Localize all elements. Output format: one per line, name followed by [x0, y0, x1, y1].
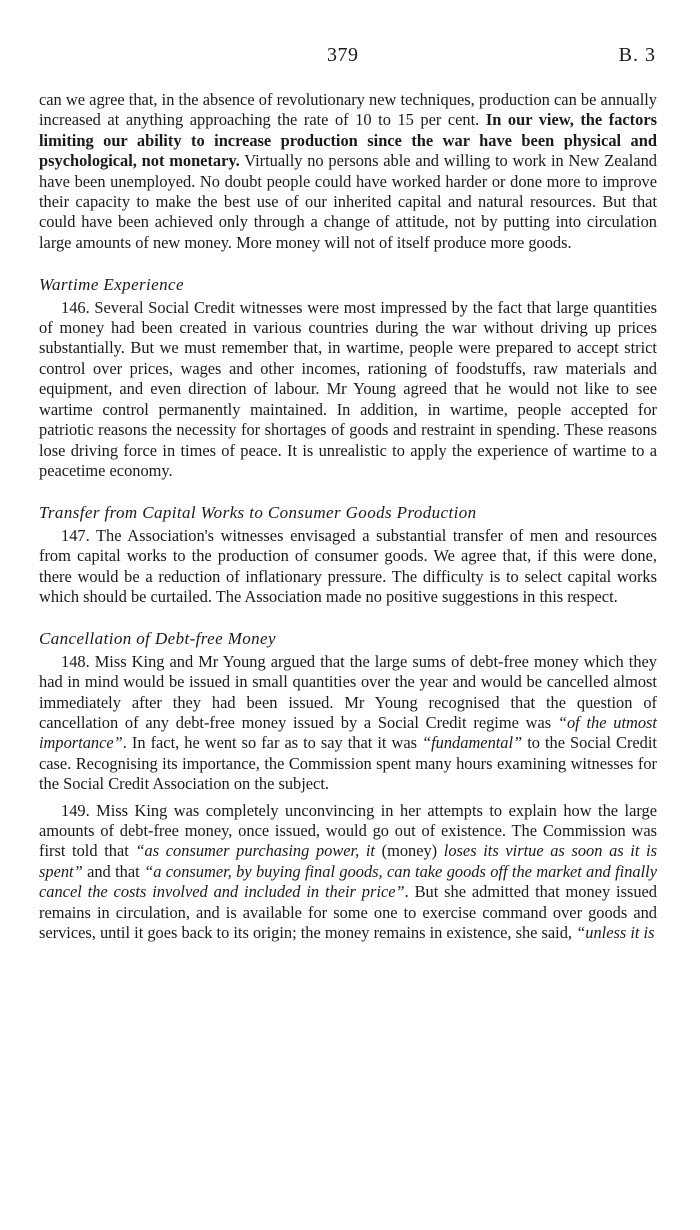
p149-text-c: . But she admitted that money issued remains in circulation, and is available for some one to exercise command over goods and services, until it goes back to its origin; the money remains in existence, she said, — [39, 882, 657, 943]
p148-quote-utmost: “of the utmost importance” — [39, 712, 657, 753]
p149-plain-money: (money) — [374, 841, 444, 861]
intro-paragraph — [39, 90, 657, 253]
intro-text-a: can we agree that, in the absence of revolutionary new techniques, production can be annually increased at anything approaching the rate of 10 to 15 per cent. — [39, 90, 657, 130]
p148-text-a: 148. Miss King and Mr Young argued that the large sums of debt-free money which they had in mind would be issued in small quantities over the year and would be cancelled almost immediately after they had been issued. Mr Young recognised that the question of cancellation of any debt-free money issued by a Social Credit regime was — [39, 651, 657, 732]
paragraph-147: 147. The Association's witnesses envisaged a substantial transfer of men and resources from capital works to the production of consumer goods. We agree that, if this were done, there would be a reduction of inflationary pressure. The difficulty is to select capital works which should be curtailed. The Association made no positive suggestions in this respect. — [39, 525, 657, 606]
p149-text-a: 149. Miss King was completely unconvincing in her attempts to explain how the large amounts of debt-free money, once issued, would go out of existence. The Commission was first told that — [39, 800, 657, 861]
paragraph-149 — [39, 801, 657, 944]
paragraph-148 — [39, 652, 657, 795]
p148-text-c: to the Social Credit case. Recognising its importance, the Commission spent many hours examining witnesses for the Social Credit Association on the subject. — [39, 733, 657, 794]
p149-quote-purchasing-power: “as consumer purchasing power, it — [135, 841, 375, 861]
page-header — [0, 44, 700, 74]
heading-wartime-experience: Wartime Experience — [39, 275, 184, 295]
heading-transfer-capital-works: Transfer from Capital Works to Consumer Goods Production — [39, 503, 477, 523]
p149-text-b: and that — [82, 861, 145, 881]
heading-cancellation-debt-free-money: Cancellation of Debt-free Money — [39, 629, 276, 649]
p149-quote-consumer: “a consumer, by buying final goods, can take goods off the market and finally cancel the costs involved and included in their price” — [39, 861, 657, 902]
intro-text-b: Virtually no persons able and willing to work in New Zealand have been unemployed. No doubt people could have worked harder or done more to improve their capacity to make the best use of our inherited capital and natural resources. But that could have been achieved only through a change of attitude, not by putting into circulation large amounts of new money. More money will not of itself produce more goods. — [39, 151, 657, 252]
p149-quote-unless: “unless it is — [576, 923, 655, 943]
p148-text-b: . In fact, he went so far as to say that it was — [122, 733, 422, 753]
page-number: 379 — [327, 44, 359, 66]
body-text — [39, 90, 657, 943]
p148-quote-fundamental: “fundamental” — [422, 733, 523, 753]
document-reference: B. 3 — [618, 44, 656, 66]
paragraph-146: 146. Several Social Credit witnesses were most impressed by the fact that large quantities of money had been created in various countries during the war without driving up prices substantially. But we must remember that, in wartime, people were prepared to accept strict control over prices, wages and other incomes, rationing of foodstuffs, raw materials and equipment, and even direction of labour. Mr Young agreed that he would not like to see wartime control permanently maintained. In addition, in wartime, people accepted for patriotic reasons the necessity for shortages of goods and restraint in spending. These reasons lose driving force in times of peace. It is unrealistic to apply the experience of wartime to a peacetime economy. — [39, 297, 657, 480]
intro-bold-statement: In our view, the factors limiting our ability to increase production since the war have been physical and psychological, not monetary. — [39, 110, 657, 171]
p149-quote-loses-virtue: loses its virtue as soon as it is spent” — [39, 841, 657, 881]
